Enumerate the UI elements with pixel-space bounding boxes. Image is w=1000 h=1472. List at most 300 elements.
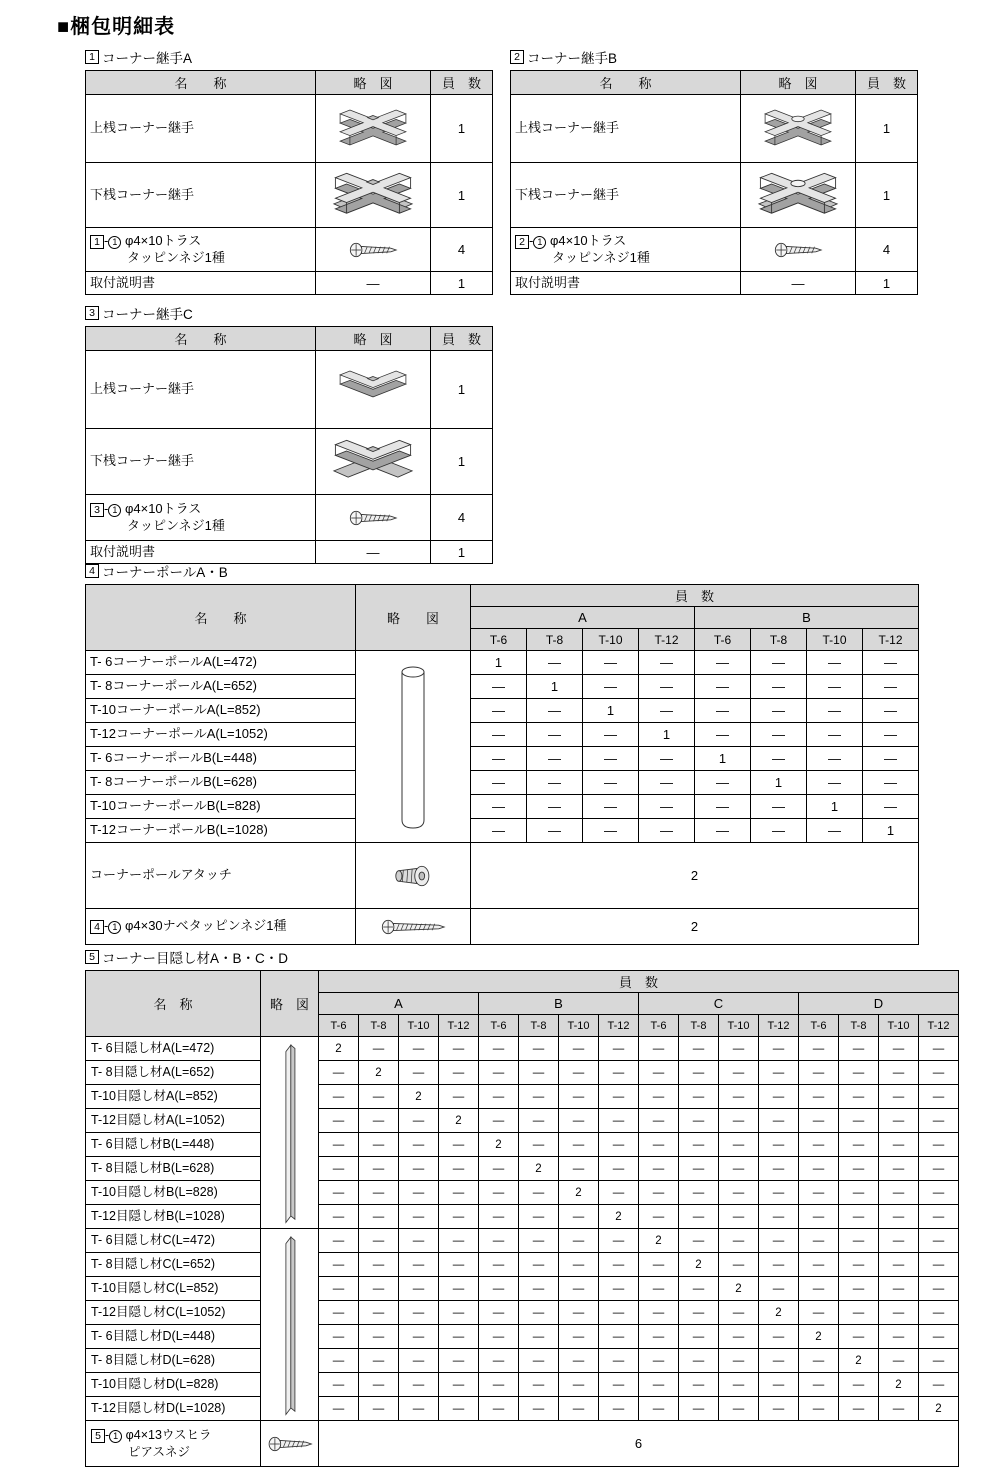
matrix-cell: 1	[863, 819, 919, 843]
part-name-cell: T- 6目隠し材B(L=448)	[86, 1133, 261, 1157]
table-row	[86, 163, 493, 228]
matrix-cell: —	[359, 1109, 399, 1133]
matrix-cell: —	[471, 723, 527, 747]
matrix-cell: —	[759, 1181, 799, 1205]
part-name-line2: ピアスネジ	[128, 1444, 191, 1459]
matrix-cell: —	[919, 1229, 959, 1253]
matrix-cell: —	[639, 675, 695, 699]
size-header: T-6	[799, 1015, 839, 1037]
matrix-cell: —	[719, 1061, 759, 1085]
part-name-cell	[86, 163, 316, 228]
section-number-box: 1	[85, 50, 99, 64]
qty-header: 員 数	[471, 585, 919, 607]
matrix-cell: —	[839, 1181, 879, 1205]
matrix-cell: —	[559, 1037, 599, 1061]
qty-cell: 1	[856, 95, 918, 163]
part-name-cell: T-10コーナーポールA(L=852)	[86, 699, 356, 723]
matrix-cell: —	[679, 1325, 719, 1349]
matrix-cell: —	[719, 1037, 759, 1061]
matrix-cell: —	[799, 1229, 839, 1253]
table-row	[86, 843, 919, 909]
section-label	[85, 303, 493, 323]
matrix-cell: —	[599, 1061, 639, 1085]
matrix-cell: —	[679, 1397, 719, 1421]
matrix-cell: —	[527, 771, 583, 795]
part-name-cell	[511, 163, 741, 228]
matrix-cell: —	[879, 1085, 919, 1109]
matrix-cell: —	[359, 1133, 399, 1157]
matrix-cell: —	[519, 1349, 559, 1373]
table-row	[86, 1109, 959, 1133]
section-label	[510, 47, 918, 67]
part-name: 上桟コーナー継手	[515, 120, 620, 136]
boxed-number: 3	[90, 503, 104, 517]
matrix-cell: —	[879, 1229, 919, 1253]
matrix-cell: —	[583, 747, 639, 771]
matrix-cell: —	[639, 1253, 679, 1277]
table-row	[86, 95, 493, 163]
column-header-name: 名 称	[86, 971, 261, 1037]
matrix-cell: —	[359, 1037, 399, 1061]
screw-truss-icon	[316, 495, 431, 541]
matrix-cell: —	[839, 1253, 879, 1277]
section-number-box: 4	[85, 564, 99, 578]
column-header-sketch: 略 図	[741, 71, 856, 95]
matrix-cell: —	[559, 1373, 599, 1397]
table-row	[86, 1157, 959, 1181]
table-row	[511, 272, 918, 295]
matrix-cell: —	[439, 1205, 479, 1229]
matrix-cell: —	[719, 1205, 759, 1229]
section-title: コーナー継手C	[102, 307, 193, 322]
matrix-cell: —	[799, 1397, 839, 1421]
matrix-cell: —	[639, 1373, 679, 1397]
matrix-cell: —	[879, 1133, 919, 1157]
matrix-cell: —	[719, 1157, 759, 1181]
matrix-cell: —	[759, 1037, 799, 1061]
matrix-cell: —	[583, 723, 639, 747]
matrix-cell: —	[879, 1061, 919, 1085]
matrix-cell: —	[719, 1301, 759, 1325]
matrix-cell: 2	[359, 1061, 399, 1085]
table-row	[511, 95, 918, 163]
matrix-cell: —	[839, 1157, 879, 1181]
matrix-cell: —	[759, 1277, 799, 1301]
matrix-cell: —	[439, 1061, 479, 1085]
section-corner-joint-b	[510, 47, 918, 295]
matrix-cell: —	[479, 1253, 519, 1277]
table-row	[86, 723, 919, 747]
page-title: ■梱包明細表	[57, 16, 176, 38]
matrix-cell: —	[559, 1205, 599, 1229]
matrix-cell: —	[439, 1253, 479, 1277]
matrix-cell: —	[527, 699, 583, 723]
matrix-cell: —	[759, 1157, 799, 1181]
table-row	[86, 228, 493, 272]
joint-c-upper-icon	[316, 351, 431, 429]
part-name-cell: T- 8コーナーポールB(L=628)	[86, 771, 356, 795]
part-name: 取付説明書	[515, 274, 581, 290]
size-header: T-10	[399, 1015, 439, 1037]
matrix-cell: —	[799, 1373, 839, 1397]
part-name-cell	[86, 351, 316, 429]
matrix-cell: —	[919, 1085, 959, 1109]
matrix-cell: —	[399, 1397, 439, 1421]
matrix-cell: —	[919, 1301, 959, 1325]
matrix-cell: —	[879, 1325, 919, 1349]
matrix-cell: —	[639, 1061, 679, 1085]
table-row	[86, 1205, 959, 1229]
matrix-cell: —	[519, 1181, 559, 1205]
matrix-cell: —	[399, 1109, 439, 1133]
matrix-cell: —	[319, 1157, 359, 1181]
joint-a-upper-icon	[316, 95, 431, 163]
sketch-dash-cell: —	[316, 541, 431, 564]
part-name: 上桟コーナー継手	[90, 120, 195, 136]
matrix-cell: —	[479, 1205, 519, 1229]
matrix-cell: —	[639, 1181, 679, 1205]
matrix-cell: —	[839, 1109, 879, 1133]
joint-a-lower-icon	[316, 163, 431, 228]
matrix-cell: —	[759, 1325, 799, 1349]
matrix-cell: —	[439, 1349, 479, 1373]
group-header-C: C	[639, 993, 799, 1015]
matrix-cell: —	[879, 1205, 919, 1229]
matrix-cell: —	[527, 723, 583, 747]
matrix-cell: —	[639, 1205, 679, 1229]
matrix-cell: —	[399, 1157, 439, 1181]
table-row	[86, 1037, 959, 1061]
section-title: コーナー継手B	[527, 51, 618, 66]
matrix-cell: —	[679, 1205, 719, 1229]
matrix-cell: —	[639, 651, 695, 675]
matrix-cell: —	[559, 1157, 599, 1181]
part-name: φ4×30ナベタッピンネジ1種	[121, 918, 287, 934]
column-header-qty: 員 数	[856, 71, 918, 95]
sketch-dash-cell: —	[316, 272, 431, 295]
matrix-cell: —	[479, 1157, 519, 1181]
table-row	[86, 1061, 959, 1085]
part-name: 取付説明書	[90, 543, 156, 559]
matrix-cell: —	[839, 1085, 879, 1109]
section-corner-pole	[85, 561, 919, 945]
matrix-cell: —	[839, 1277, 879, 1301]
matrix-cell: 1	[583, 699, 639, 723]
matrix-cell: 2	[519, 1157, 559, 1181]
matrix-cell: —	[799, 1301, 839, 1325]
parts-table	[85, 326, 493, 564]
size-header: T-8	[527, 629, 583, 651]
matrix-cell: —	[599, 1325, 639, 1349]
matrix-cell: —	[759, 1061, 799, 1085]
matrix-cell: —	[439, 1181, 479, 1205]
matrix-cell: —	[479, 1061, 519, 1085]
column-header-qty: 員 数	[431, 71, 493, 95]
table-row	[86, 1085, 959, 1109]
table-row	[511, 163, 918, 228]
matrix-cell: —	[399, 1301, 439, 1325]
matrix-cell: —	[439, 1277, 479, 1301]
matrix-cell: —	[319, 1205, 359, 1229]
matrix-cell: —	[439, 1301, 479, 1325]
qty-cell: 1	[431, 95, 493, 163]
matrix-cell: —	[479, 1277, 519, 1301]
matrix-cell: —	[319, 1373, 359, 1397]
part-name-cell: 3 - 1 φ4×10トラス タッピンネジ1種	[86, 495, 316, 541]
matrix-cell: —	[639, 747, 695, 771]
size-header: T-10	[719, 1015, 759, 1037]
matrix-cell: —	[559, 1397, 599, 1421]
part-name-line2: タッピンネジ1種	[127, 249, 225, 265]
matrix-cell: —	[519, 1037, 559, 1061]
matrix-cell: —	[399, 1205, 439, 1229]
matrix-cell: —	[471, 819, 527, 843]
matrix-cell: —	[719, 1085, 759, 1109]
matrix-cell: —	[839, 1061, 879, 1085]
part-name-cell	[511, 95, 741, 163]
matrix-cell: —	[919, 1133, 959, 1157]
matrix-cell: —	[399, 1325, 439, 1349]
matrix-cell: —	[359, 1373, 399, 1397]
matrix-cell: —	[479, 1109, 519, 1133]
matrix-cell: —	[679, 1301, 719, 1325]
matrix-cell: 1	[471, 651, 527, 675]
sketch-drawing	[396, 662, 430, 832]
column-header-name: 名 称	[86, 585, 356, 651]
matrix-cell: —	[695, 819, 751, 843]
qty-cell: 1	[431, 429, 493, 495]
qty-span-cell: 2	[471, 843, 919, 909]
qty-cell: 1	[856, 272, 918, 295]
joint-b-lower-icon	[741, 163, 856, 228]
matrix-cell: —	[599, 1277, 639, 1301]
part-name: 下桟コーナー継手	[90, 453, 195, 469]
matrix-cell: —	[751, 795, 807, 819]
matrix-cell: —	[519, 1301, 559, 1325]
channel-icon	[261, 1229, 319, 1421]
matrix-cell: —	[439, 1325, 479, 1349]
size-header: T-12	[919, 1015, 959, 1037]
matrix-cell: —	[359, 1253, 399, 1277]
group-header-A: A	[471, 607, 695, 629]
matrix-cell: —	[751, 723, 807, 747]
part-name-cell: T- 6目隠し材A(L=472)	[86, 1037, 261, 1061]
part-name-cell: T-12コーナーポールB(L=1028)	[86, 819, 356, 843]
part-name-line2: タッピンネジ1種	[127, 517, 225, 533]
matrix-cell: —	[919, 1109, 959, 1133]
matrix-cell: —	[807, 675, 863, 699]
matrix-cell: —	[559, 1061, 599, 1085]
parts-table	[510, 70, 918, 295]
part-name: 下桟コーナー継手	[90, 186, 195, 202]
matrix-cell: —	[599, 1397, 639, 1421]
sketch-drawing	[326, 163, 420, 227]
matrix-cell: —	[919, 1037, 959, 1061]
matrix-cell: —	[919, 1157, 959, 1181]
matrix-cell: —	[719, 1109, 759, 1133]
matrix-cell: 2	[399, 1085, 439, 1109]
matrix-cell: —	[839, 1397, 879, 1421]
matrix-cell: —	[807, 699, 863, 723]
part-name-cell: T- 8コーナーポールA(L=652)	[86, 675, 356, 699]
matrix-cell: 2	[639, 1229, 679, 1253]
matrix-cell: —	[527, 819, 583, 843]
matrix-cell: —	[319, 1277, 359, 1301]
matrix-cell: —	[799, 1109, 839, 1133]
part-name-cell: T-12コーナーポールA(L=1052)	[86, 723, 356, 747]
section-label	[85, 947, 959, 967]
circled-number: 1	[533, 236, 546, 249]
matrix-cell: —	[919, 1349, 959, 1373]
matrix-cell: —	[807, 771, 863, 795]
size-header: T-8	[519, 1015, 559, 1037]
section-label	[85, 561, 919, 581]
table-row	[86, 1253, 959, 1277]
table-row	[86, 1373, 959, 1397]
matrix-cell: —	[799, 1349, 839, 1373]
part-name-cell	[86, 272, 316, 295]
column-header-name: 名 称	[86, 327, 316, 351]
size-header: T-12	[639, 629, 695, 651]
size-header: T-10	[583, 629, 639, 651]
pole-table-host	[85, 584, 919, 945]
matrix-cell: —	[319, 1397, 359, 1421]
matrix-cell: —	[519, 1253, 559, 1277]
matrix-cell: —	[399, 1229, 439, 1253]
section-corner-joint-c	[85, 303, 493, 564]
part-name-cell: T- 6コーナーポールB(L=448)	[86, 747, 356, 771]
matrix-cell: —	[679, 1277, 719, 1301]
matrix-cell: —	[399, 1181, 439, 1205]
matrix-cell: —	[879, 1109, 919, 1133]
matrix-cell: —	[599, 1349, 639, 1373]
size-header: T-12	[863, 629, 919, 651]
matrix-cell: —	[879, 1301, 919, 1325]
matrix-cell: 2	[319, 1037, 359, 1061]
group-header-A: A	[319, 993, 479, 1015]
matrix-cell: —	[319, 1301, 359, 1325]
matrix-cell: —	[519, 1133, 559, 1157]
matrix-cell: —	[919, 1325, 959, 1349]
matrix-cell: —	[319, 1085, 359, 1109]
header-row	[86, 327, 493, 351]
part-name-cell: T-10目隠し材C(L=852)	[86, 1277, 261, 1301]
matrix-cell: —	[839, 1373, 879, 1397]
matrix-cell: —	[399, 1277, 439, 1301]
matrix-cell: —	[879, 1181, 919, 1205]
matrix-cell: —	[399, 1061, 439, 1085]
matrix-cell: —	[863, 747, 919, 771]
matrix-cell: —	[679, 1157, 719, 1181]
table-row	[86, 272, 493, 295]
matrix-cell: 2	[439, 1109, 479, 1133]
matrix-cell: —	[863, 771, 919, 795]
matrix-cell: —	[879, 1253, 919, 1277]
matrix-cell: —	[639, 1157, 679, 1181]
matrix-cell: —	[799, 1037, 839, 1061]
matrix-cell: —	[679, 1037, 719, 1061]
matrix-cell: —	[719, 1325, 759, 1349]
qty-cell: 4	[431, 495, 493, 541]
matrix-cell: 2	[879, 1373, 919, 1397]
matrix-cell: —	[759, 1349, 799, 1373]
sketch-drawing	[266, 1436, 314, 1452]
joint-table-b-host	[510, 70, 918, 295]
table-row	[86, 1421, 959, 1467]
matrix-cell: —	[519, 1229, 559, 1253]
matrix-cell: —	[679, 1109, 719, 1133]
joint-c-lower-icon	[316, 429, 431, 495]
matrix-cell: —	[559, 1349, 599, 1373]
matrix-cell: —	[919, 1253, 959, 1277]
matrix-cell: —	[359, 1397, 399, 1421]
matrix-cell: —	[719, 1373, 759, 1397]
header-row	[86, 71, 493, 95]
size-header: T-6	[639, 1015, 679, 1037]
table-row	[86, 1277, 959, 1301]
attach-icon	[356, 843, 471, 909]
table-row	[86, 1133, 959, 1157]
table-row	[86, 351, 493, 429]
matrix-cell: —	[583, 651, 639, 675]
size-header: T-12	[599, 1015, 639, 1037]
matrix-cell: —	[695, 699, 751, 723]
group-header-B: B	[695, 607, 919, 629]
matrix-cell: —	[639, 1133, 679, 1157]
matrix-cell: —	[719, 1253, 759, 1277]
qty-cell: 1	[431, 541, 493, 564]
matrix-cell: —	[599, 1085, 639, 1109]
matrix-cell: —	[359, 1157, 399, 1181]
screw-pan-icon	[356, 909, 471, 945]
part-name-cell: T- 6目隠し材D(L=448)	[86, 1325, 261, 1349]
matrix-cell: —	[519, 1109, 559, 1133]
part-name-cell	[86, 429, 316, 495]
column-header-sketch: 略 図	[316, 71, 431, 95]
matrix-cell: —	[719, 1181, 759, 1205]
matrix-cell: 1	[639, 723, 695, 747]
matrix-cell: —	[519, 1205, 559, 1229]
boxed-number: 4	[90, 920, 104, 934]
matrix-cell: —	[679, 1061, 719, 1085]
table-row	[86, 429, 493, 495]
qty-cell: 1	[431, 272, 493, 295]
matrix-cell: —	[479, 1325, 519, 1349]
matrix-cell: —	[839, 1229, 879, 1253]
matrix-cell: —	[751, 651, 807, 675]
matrix-cell: —	[639, 699, 695, 723]
size-header: T-6	[695, 629, 751, 651]
table-row	[86, 675, 919, 699]
part-name-cell: T-10コーナーポールB(L=828)	[86, 795, 356, 819]
matrix-cell: —	[359, 1325, 399, 1349]
screw-piercing-icon	[261, 1421, 319, 1467]
matrix-cell: —	[479, 1373, 519, 1397]
matrix-cell: —	[863, 795, 919, 819]
table-row	[86, 699, 919, 723]
matrix-cell: —	[471, 771, 527, 795]
section-title: コーナー継手A	[102, 51, 193, 66]
sketch-dash-cell: —	[741, 272, 856, 295]
matrix-cell: —	[519, 1277, 559, 1301]
sketch-drawing	[280, 1041, 300, 1225]
matrix-cell: —	[599, 1253, 639, 1277]
matrix-cell: 2	[799, 1325, 839, 1349]
matrix-cell: —	[471, 747, 527, 771]
part-name-cell: T-12目隠し材A(L=1052)	[86, 1109, 261, 1133]
matrix-cell: —	[439, 1229, 479, 1253]
matrix-cell: —	[679, 1181, 719, 1205]
